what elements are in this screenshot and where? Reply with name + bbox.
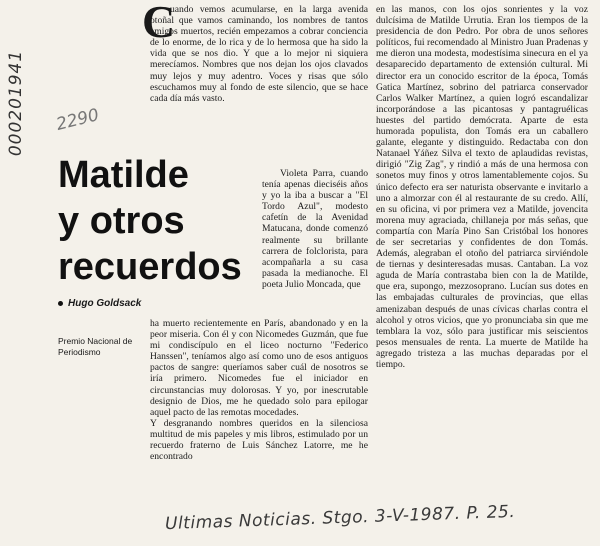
archive-code-handwritten: 000201941 (6, 49, 26, 157)
article-column-1-bottom: ha muerto recientemente en París, abandonado y en la peor miseria. Con él y con Nicomedes Guzmán, que fue mi condiscípulo en el liceo nocturno "Federico Hanssen", teníamos algo así como uno de esos antiguos pactos de sangre: queríamos saber cuál de nosotros se iría primero. Nicomedes fue el iniciador en circunstancias muy dolorosas. Y yo, por inescrutable designio de Dios, me he quedado solo para epilogar aquel pacto de las remotas mocedades. Y desgranando nombres queridos en la silenciosa multitud de mis papeles y mis libros, estimulado por un recuerdo fraterno de Luis Sánchez Latorre, me he encontrado (150, 318, 368, 463)
article-column-1-narrow: Violeta Parra, cuando tenía apenas dieciséis años y yo la iba a buscar a "El Tordo Azul", modesto cafetín de la Avenidad Matucana, donde comenzó realmente su brillante carrera de folclorista, para acompañarla a su casa pasada la medianoche. El poeta Julio Moncada, que (262, 168, 368, 290)
pencil-number: 2290 (54, 105, 102, 135)
article-column-1-top: uando vemos acumularse, en la larga avenida otoñal que vamos caminando, los nombres de tantos amigos muertos, recién empezamos a cobrar conciencia de lo enorme, de lo rica y de lo hermosa que ha sido la vida que se nos dio. Y que a lo mejor ni siquiera merecíamos. Nombres que nos dejan los ojos clavados muy lejos y muy adentro. Voces y risas que sólo escuchamos muy al fondo de este silencio, que se hace cada día más vasto. (150, 4, 368, 104)
title-line: Matilde (58, 154, 189, 196)
bullet-icon (58, 301, 63, 306)
source-handwritten: Ultimas Noticias. Stgo. 3-V-1987. P. 25. (164, 501, 516, 535)
author-name: Hugo Goldsack (68, 298, 142, 309)
title-line: recuerdos (58, 246, 242, 288)
author-award: Premio Nacional de Periodismo (58, 336, 133, 357)
author-byline (58, 298, 141, 310)
title-line: y otros (58, 200, 185, 242)
article-title (58, 152, 242, 290)
article-column-2: en las manos, con los ojos sonrientes y la voz dulcísima de Matilde Urrutia. Eran los tiempos de la presidencia de don Pedro. Por obra de unos señores políticos, fui recomendado al Ministro Juan Pradenas y me dieron una modesta, modestísima sinecura en el ya desaparecido departamento de extensión cultural. Mi director era un conocido escritor de la época, Tomás Gatica Martínez, sobrino del patriarca conservador Carlos Walker Martínez, a quien logró escandalizar incorporándose a las picantosas y pantagruélicas huestes del partido demócrata. Aparte de esta humorada populista, don Tomás era un caballero galante, elegante y distinguido. Redactaba con don Natanael Yáñez Silva el texto de aplaudidas revistas, dirigió "Zig Zag", y rindió a más de una hermosa con sonetos muy finos y otros lamentablemente cojos. Su único defecto era ser naturista observante e invitarlo a uno a almorzar con él al restaurante de su credo. Allí, en su oficina, vi por primera vez a Matilde, jovencita morena muy agraciada, chillaneja por más señas, que compartía con María Pino San Cristóbal los honores de ser secretarias y confidentes de don Tomás. Además, alegraban el otoño del patriarca sirviéndole de tiernas y desinteresadas musas. Cantaban. La voz aguda de María contrastaba bien con la de Matilde, que era, supongo, mezzosoprano. Lucían sus dotes en las embajadas culturales de provincias, que ellas amenizaban después de unas cívicas charlas contra el alcohol y otros vicios, que yo pronunciaba sin que me temblara la voz, sólo para justificar mis seiscientos pesos mensuales de renta. La muerte de Matilde ha agregado tristeza a las muchas deparadas por el tiempo. (376, 4, 588, 370)
drop-cap: C (142, 0, 176, 47)
